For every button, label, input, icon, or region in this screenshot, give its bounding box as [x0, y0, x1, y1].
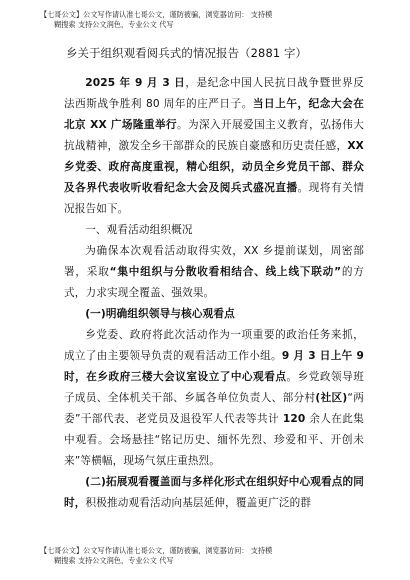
- approach-emphasis: “集中组织与分散收看相结合、线上线下联动”: [109, 266, 342, 278]
- venue-text-4: 余人在此集中观看。会场悬挂“铭记历史、缅怀先烈、珍爱和平、开创未来”等横幅，现场气氛庄重热烈。: [64, 413, 364, 467]
- coverage-text: 积极推动观看活动向基层延伸，覆盖更广泛的群: [85, 497, 312, 509]
- intro-emphasis-2: XX 乡党委、政府高度重视，精心组织，动员全乡党员干部、群众及各界代表收听收看纪念大会及阅兵式盛况直播: [64, 140, 364, 194]
- bottom-watermark-banner: [40, 546, 380, 566]
- intro-text-1: ，是纪念中国人民抗日战争暨世界反法西斯战争胜利 80 周年的庄严日子。: [64, 77, 364, 110]
- top-watermark-banner: [40, 10, 380, 30]
- approach-text-1: 为确保本次观看活动取得实效，XX 乡提前谋划，周密部署，采取: [64, 245, 364, 278]
- document-title: 乡关于组织观看阅兵式的情况报告（2881 字）: [66, 46, 308, 60]
- intro-text-2: 。为深入开展爱国主义教育，弘扬伟大抗战精神，激发全乡干部群众的民族自豪感和历史责任感，: [64, 119, 364, 152]
- paragraph-approach: [64, 241, 364, 304]
- section-heading-1: 一、观看活动组织概况: [85, 224, 193, 236]
- venue-emphasis-2: (社区): [315, 392, 348, 404]
- banner-line-2: 糊搜索 支持公文润色，专业公文 代写: [54, 20, 174, 29]
- subheading-2: (二)拓展观看覆盖面与多样化形式在组织好中心观看点的同时，: [64, 476, 364, 509]
- banner-line-1: 【七哥公文】公文写作请认准七哥公文，谨防被骗，浏览器访问： 支持模: [40, 10, 273, 19]
- venue-text-1: 乡党委、政府将此次活动作为一项重要的政治任务来抓，成立了由主要领导负责的观看活动工作小组。: [64, 329, 364, 362]
- intro-emphasis-1: 当日上午，纪念大会在北京 XX 广场隆重举行: [64, 98, 364, 131]
- date-text: 2025 年 9 月 3 日: [85, 77, 186, 89]
- approach-text-2: 的方式，力求实现全覆盖、强效果。: [64, 266, 364, 299]
- intro-text-3: 。现将有关情况报告如下。: [64, 182, 364, 215]
- paragraph-intro: [64, 73, 364, 220]
- paragraph-coverage: [64, 472, 364, 514]
- venue-count: 120: [282, 413, 306, 425]
- banner-line-2: 糊搜索 支持公文润色，专业公文 代写: [54, 556, 174, 565]
- subheading-1: (一)明确组织领导与核心观看点: [85, 308, 235, 320]
- banner-line-1: 【七哥公文】公文写作请认准七哥公文，谨防被骗，浏览器访问： 支持模: [40, 546, 273, 555]
- venue-emphasis-1: 9 月 3 日上午 9 时，在乡政府三楼大会议室设立了中心观看点: [64, 350, 365, 383]
- document-body: [64, 44, 364, 514]
- venue-text-2: 。乡党政领导班子成员、全体机关干部、乡属各单位负责人、部分村: [64, 371, 364, 404]
- venue-text-3: “两委”干部代表、老党员及退役军人代表等共计: [64, 392, 364, 425]
- paragraph-central-venue: [64, 325, 364, 472]
